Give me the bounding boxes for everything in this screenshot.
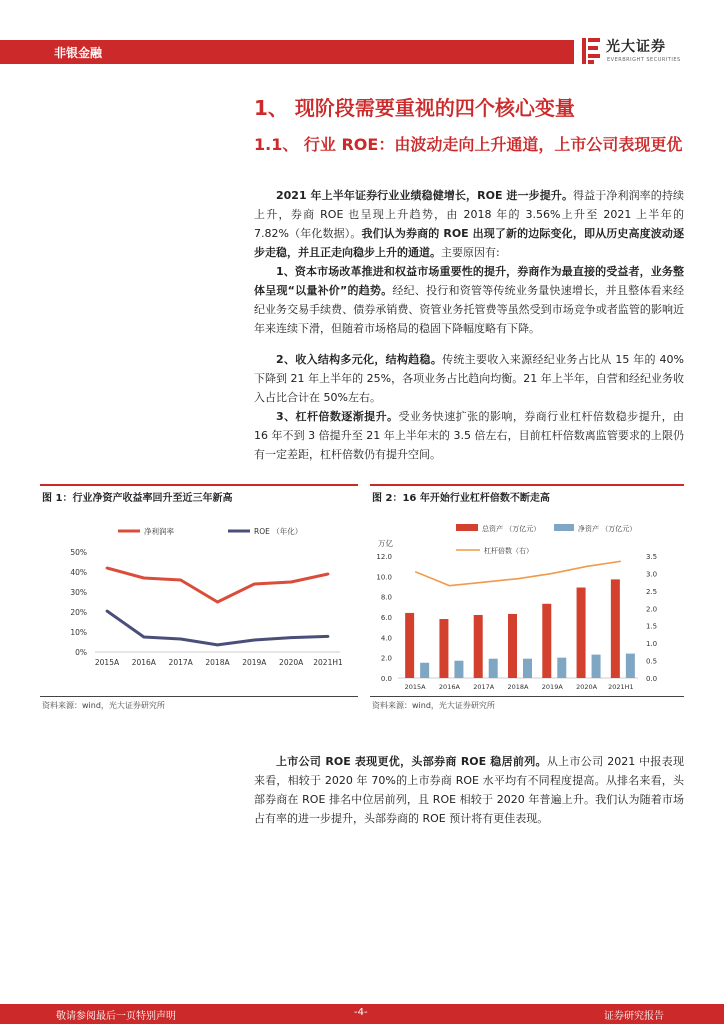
leverage-line	[415, 561, 621, 585]
y-left-tick-label: 2.0	[380, 654, 392, 663]
data-point	[106, 610, 109, 613]
data-point	[179, 638, 182, 641]
y-left-tick-label: 4.0	[380, 634, 392, 643]
closing-text: 从上市公司 2021 中报表现来看，相较于 2020 年 70%的上市券商 ROE 水平均有不同程度提高。从排名来看，头部券商在 ROE 排名中位居前列，且 ROE 相较于 2020 年普遍上升。我们认为随着市场占有率的进一步提升，头部券商的 ROE 预计将有更佳表现。	[254, 755, 684, 825]
y-right-tick-label: 2.5	[646, 587, 658, 596]
y-right-tick-label: 2.0	[646, 605, 658, 614]
series-line-2	[107, 611, 328, 645]
bar-net-assets	[454, 661, 463, 678]
brand-logo	[574, 28, 724, 76]
point-1-text: 经纪、投行和资管等传统业务量快速增长，并且整体看来经纪业务交易手续费、债券承销费、资管业务托管费等虽然受到市场竞争或者监管的影响近年来连续下滑，但随着市场格局的稳固下降幅度略有下降。	[254, 284, 685, 335]
x-tick-label: 2018A	[205, 658, 230, 667]
bar-net-assets	[626, 654, 635, 678]
point-3-text: 受业务快速扩张的影响，券商行业杠杆倍数稳步提升，由 16 年不到 3 倍提升至 21 年上半年末的 3.5 倍左右，目前杠杆倍数离监管要求的上限仍有一定差距，杠杆倍数仍有提升空间。	[254, 410, 685, 461]
legend-label-1: 总资产 （万亿元）	[482, 525, 541, 533]
bar-total-assets	[542, 604, 551, 678]
y-right-tick-label: 3.0	[646, 570, 658, 579]
data-point	[216, 643, 219, 646]
point-3-paragraph	[254, 407, 684, 464]
bar-total-assets	[405, 613, 414, 678]
y-right-tick-label: 0.0	[646, 675, 658, 683]
y-axis-unit: 万亿	[378, 539, 393, 548]
figure-1-title: 图 1：行业净资产收益率回升至近三年新高	[42, 493, 233, 504]
data-point	[106, 567, 109, 570]
page-number: -4-	[354, 1007, 368, 1018]
data-point	[142, 636, 145, 639]
figure-1-top-rule	[40, 484, 358, 486]
point-2-paragraph	[254, 350, 684, 407]
y-right-tick-label: 3.5	[646, 553, 658, 561]
legend-label-1: 净利润率	[144, 527, 174, 536]
bar-net-assets	[557, 658, 566, 678]
point-3-bold: 3、杠杆倍数逐渐提升。	[276, 410, 399, 423]
x-tick-label: 2016A	[438, 683, 460, 691]
legend-label-2: ROE （年化）	[254, 527, 303, 536]
point-2-bold: 2、收入结构多元化，结构趋稳。	[276, 353, 443, 366]
data-point	[327, 573, 330, 576]
legend-label-2: 净资产 （万亿元）	[578, 525, 637, 533]
figure-2-bottom-rule	[370, 696, 684, 697]
bar-net-assets	[523, 659, 532, 678]
y-tick-label: 30%	[70, 588, 87, 597]
data-point	[142, 577, 145, 580]
data-point	[216, 601, 219, 604]
point-2-text: 传统主要收入来源经纪业务占比从 15 年的 40%下降到 21 年上半年的 25%，各项业务占比趋向均衡。21 年上半年，自营和经纪业务收入占比合计在 50%左右。	[254, 353, 685, 404]
bar-net-assets	[420, 663, 429, 678]
brand-name-en: EVERBRIGHT SECURITIES	[607, 57, 681, 63]
heading-2: 1.1、 行业 ROE：由波动走向上升通道，上市公司表现更优	[254, 135, 683, 154]
data-point	[327, 635, 330, 638]
data-point	[290, 581, 293, 584]
x-tick-label: 2017A	[168, 658, 193, 667]
intro-bold-2: 我们认为券商的 ROE 出现了新的边际变化，即从历史高度波动逐步走稳，并且正走向稳步上升的通道。	[254, 227, 684, 259]
intro-bold: 2021 年上半年证券行业业绩稳健增长，ROE 进一步提升。	[276, 189, 574, 202]
figure-2-source: 资料来源：wind，光大证券研究所	[372, 701, 495, 710]
figure-1-source: 资料来源：wind，光大证券研究所	[42, 701, 165, 710]
intro-paragraph	[254, 186, 684, 262]
data-point	[253, 583, 256, 586]
figure-1-bottom-rule	[40, 696, 358, 697]
y-tick-label: 10%	[70, 628, 87, 637]
data-point	[179, 579, 182, 582]
legend-label-3: 杠杆倍数（右）	[484, 547, 533, 555]
intro-text-2: 主要原因有:	[441, 246, 500, 259]
bar-net-assets	[592, 655, 601, 678]
bar-total-assets	[577, 588, 586, 678]
footer-report-type: 证券研究报告	[604, 1011, 664, 1022]
y-right-tick-label: 0.5	[646, 657, 658, 666]
brand-logo-icon	[580, 36, 602, 66]
y-left-tick-label: 8.0	[380, 593, 392, 602]
y-left-tick-label: 10.0	[376, 573, 392, 582]
figure-2-top-rule	[370, 484, 684, 486]
closing-paragraph	[254, 752, 684, 828]
brand-name: 光大证券	[606, 39, 666, 55]
y-right-tick-label: 1.0	[646, 640, 658, 649]
bar-total-assets	[474, 615, 483, 678]
closing-bold: 上市公司 ROE 表现更优，头部券商 ROE 稳居前列。	[276, 755, 547, 768]
x-tick-label: 2017A	[473, 683, 495, 691]
y-left-tick-label: 6.0	[380, 614, 392, 622]
point-1-paragraph	[254, 262, 684, 338]
data-point	[290, 636, 293, 639]
heading-1: 1、 现阶段需要重视的四个核心变量	[254, 96, 575, 120]
x-tick-label: 2016A	[131, 658, 156, 667]
x-tick-label: 2015A	[94, 658, 120, 667]
x-tick-label: 2018A	[507, 683, 529, 691]
bar-total-assets	[439, 619, 448, 678]
bar-net-assets	[489, 659, 498, 678]
legend-swatch-2	[554, 524, 574, 531]
x-tick-label: 2015A	[404, 683, 426, 691]
intro-text: 得益于净利润率的持续上升，券商 ROE 也呈现上升趋势，由 2018 年的 3.56%上升至 2021 上半年的 7.82%（年化数据）。	[254, 189, 684, 240]
y-tick-label: 0%	[75, 648, 87, 657]
footer-bar	[0, 1004, 724, 1024]
bar-total-assets	[611, 579, 620, 678]
point-1-bold: 1、资本市场改革推进和权益市场重要性的提升，券商作为最直接的受益者，业务整体呈现“以量补价”的趋势。	[254, 265, 684, 297]
y-tick-label: 50%	[70, 548, 87, 557]
y-tick-label: 20%	[70, 608, 87, 617]
y-right-tick-label: 1.5	[646, 622, 658, 631]
data-point	[253, 639, 256, 642]
x-tick-label: 2021H1	[608, 683, 634, 691]
x-tick-label: 2020A	[576, 683, 598, 691]
footer-disclaimer: 敬请参阅最后一页特别声明	[56, 1011, 176, 1022]
series-line-1	[107, 568, 328, 602]
x-tick-label: 2020A	[279, 658, 304, 667]
figure-1-chart	[40, 512, 360, 692]
x-tick-label: 2021H1	[313, 658, 343, 667]
y-left-tick-label: 12.0	[376, 553, 392, 561]
y-left-tick-label: 0.0	[380, 675, 392, 683]
figure-2-title: 图 2：16 年开始行业杠杆倍数不断走高	[372, 493, 550, 504]
section-label: 非银金融	[54, 46, 103, 60]
x-tick-label: 2019A	[541, 683, 563, 691]
bar-total-assets	[508, 614, 517, 678]
x-tick-label: 2019A	[242, 658, 267, 667]
figure-2-chart	[368, 512, 688, 692]
legend-swatch-1	[456, 524, 478, 531]
y-tick-label: 40%	[70, 568, 87, 577]
